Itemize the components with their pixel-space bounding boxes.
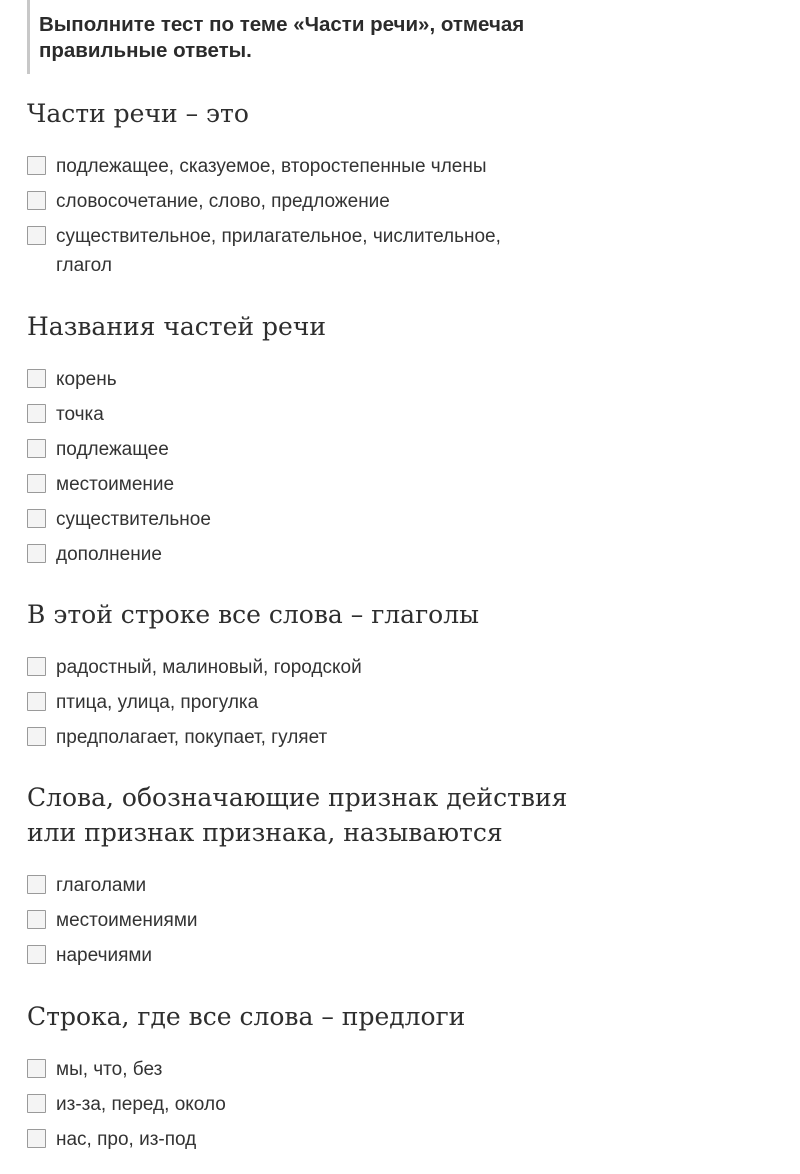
option-item[interactable] [27, 222, 587, 280]
option-item[interactable] [27, 1055, 587, 1084]
options-list [27, 152, 587, 280]
option-item[interactable] [27, 653, 587, 682]
checkbox[interactable] [27, 404, 46, 423]
question-title: Части речи – это [27, 99, 249, 128]
option-label: местоимениями [56, 910, 198, 931]
checkbox[interactable] [27, 369, 46, 388]
question-2 [27, 309, 587, 575]
option-label: местоимение [56, 474, 175, 495]
option-item[interactable] [27, 470, 587, 499]
option-label: словосочетание, слово, предложение [56, 191, 390, 212]
option-label: мы, что, без [56, 1059, 163, 1080]
option-label: существительное [56, 509, 211, 530]
question-5 [27, 999, 587, 1160]
option-label: дополнение [56, 544, 162, 565]
option-item[interactable] [27, 400, 587, 429]
option-item[interactable] [27, 505, 587, 534]
options-list [27, 653, 587, 752]
option-item[interactable] [27, 152, 587, 181]
option-item[interactable] [27, 365, 587, 394]
option-label: точка [56, 404, 104, 425]
checkbox[interactable] [27, 692, 46, 711]
option-item[interactable] [27, 1090, 587, 1119]
option-item[interactable] [27, 871, 587, 900]
option-item[interactable] [27, 187, 587, 216]
option-item[interactable] [27, 1125, 587, 1154]
checkbox[interactable] [27, 509, 46, 528]
option-item[interactable] [27, 540, 587, 569]
option-label: нас, про, из-под [56, 1129, 197, 1150]
option-label: наречиями [56, 945, 153, 966]
option-item[interactable] [27, 906, 587, 935]
option-label: радостный, малиновый, городской [56, 657, 362, 678]
question-1 [27, 96, 587, 286]
checkbox[interactable] [27, 727, 46, 746]
option-item[interactable] [27, 688, 587, 717]
option-label: существительное, прилагательное, числительное, глагол [56, 226, 501, 276]
checkbox[interactable] [27, 945, 46, 964]
checkbox[interactable] [27, 1094, 46, 1113]
option-label: подлежащее, сказуемое, второстепенные члены [56, 156, 487, 177]
option-item[interactable] [27, 941, 587, 970]
checkbox[interactable] [27, 474, 46, 493]
intro-text: Выполните тест по теме «Части речи», отмечая правильные ответы. [39, 13, 525, 62]
checkbox[interactable] [27, 1059, 46, 1078]
intro-block [27, 0, 587, 74]
checkbox[interactable] [27, 544, 46, 563]
options-list [27, 871, 587, 970]
checkbox[interactable] [27, 439, 46, 458]
checkbox[interactable] [27, 657, 46, 676]
option-item[interactable] [27, 723, 587, 752]
options-list [27, 1055, 587, 1154]
question-3 [27, 597, 587, 758]
option-label: глаголами [56, 875, 147, 896]
checkbox[interactable] [27, 156, 46, 175]
option-item[interactable] [27, 435, 587, 464]
option-label: подлежащее [56, 439, 169, 460]
option-label: корень [56, 369, 117, 390]
checkbox[interactable] [27, 191, 46, 210]
question-title: Строка, где все слова – предлоги [27, 1002, 466, 1031]
checkbox[interactable] [27, 875, 46, 894]
question-title: В этой строке все слова – глаголы [27, 600, 480, 629]
question-title: Слова, обозначающие признак действия или признак признака, называются [27, 783, 568, 847]
checkbox[interactable] [27, 910, 46, 929]
question-4 [27, 780, 587, 976]
checkbox[interactable] [27, 226, 46, 245]
checkbox[interactable] [27, 1129, 46, 1148]
option-label: предполагает, покупает, гуляет [56, 727, 328, 748]
option-label: из-за, перед, около [56, 1094, 226, 1115]
question-title: Названия частей речи [27, 312, 327, 341]
option-label: птица, улица, прогулка [56, 692, 259, 713]
options-list [27, 365, 587, 569]
